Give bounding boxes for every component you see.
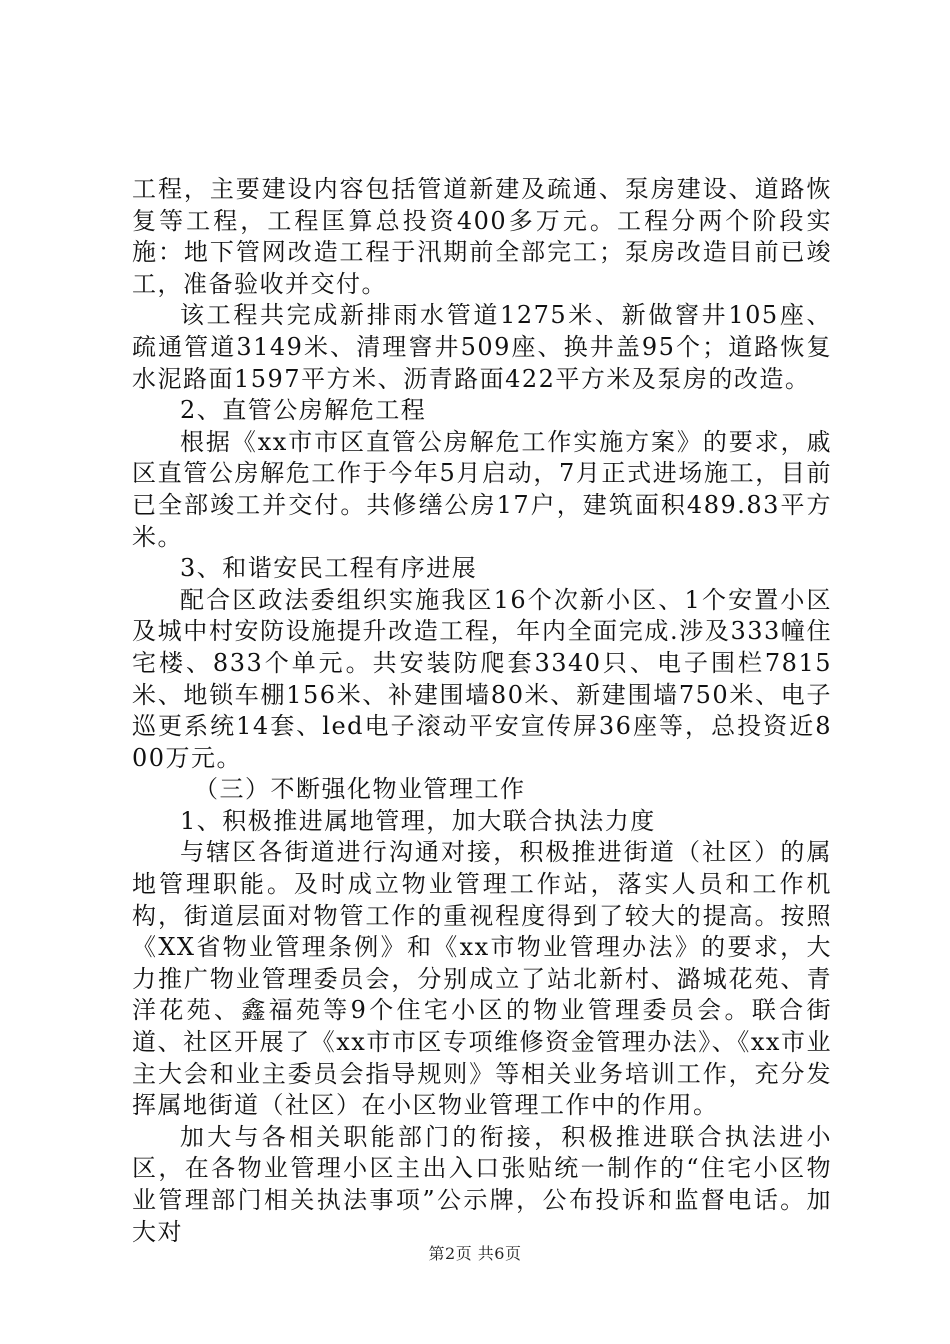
- section-heading-3: 3、和谐安民工程有序进展: [180, 554, 478, 583]
- paragraph-6: 加大与各相关职能部门的衔接，积极推进联合执法进小区，在各物业管理小区主出入口张贴统一制作的“住宅小区物业管理部门相关执法事项”公示牌，公布投诉和监督电话。加大对: [132, 1122, 832, 1246]
- paragraph-5: 与辖区各街道进行沟通对接，积极推进街道（社区）的属地管理职能。及时成立物业管理工作站，落实人员和工作机构，街道层面对物管工作的重视程度得到了较大的提高。按照《XX省物业管理条例》和《xx市物业管理办法》的要求，大力推广物业管理委员会，分别成立了站北新村、潞城花苑、青洋花苑、鑫福苑等9个住宅小区的物业管理委员会。联合街道、社区开展了《xx市市区专项维修资金管理办法》、《xx市业主大会和业主委员会指导规则》等相关业务培训工作，充分发挥属地街道（社区）在小区物业管理工作中的作用。: [132, 838, 832, 1120]
- paragraph-4: 配合区政法委组织实施我区16个次新小区、1个安置小区及城中村安防设施提升改造工程，年内全面完成.涉及333幢住宅楼、833个单元。共安装防爬套3340只、电子围栏7815米、地锁车棚156米、补建围墙80米、新建围墙750米、电子巡更系统14套、led电子滚动平安宣传屏36座等，总投资近800万元。: [132, 585, 832, 772]
- paragraph-3: 根据《xx市市区直管公房解危工作实施方案》的要求，戚区直管公房解危工作于今年5月启动，7月正式进场施工，目前已全部竣工并交付。共修缮公房17户，建筑面积489.83平方米。: [132, 427, 832, 551]
- section-heading-1: 1、积极推进属地管理，加大联合执法力度: [180, 806, 656, 835]
- section-heading-2: 2、直管公房解危工程: [180, 396, 427, 425]
- paragraph-1: 工程，主要建设内容包括管道新建及疏通、泵房建设、道路恢复等工程，工程匡算总投资400多万元。工程分两个阶段实施：地下管网改造工程于汛期前全部完工；泵房改造目前已竣工，准备验收并交付。: [132, 175, 832, 298]
- document-body: [132, 174, 832, 1248]
- chapter-heading-3: （三）不断强化物业管理工作: [194, 775, 526, 804]
- page-number-label: 第2页 共6页: [428, 1244, 522, 1263]
- paragraph-2: 该工程共完成新排雨水管道1275米、新做窨井105座、疏通管道3149米、清理窨井509座、换井盖95个；道路恢复水泥路面1597平方米、沥青路面422平方米及泵房的改造。: [132, 301, 832, 393]
- page-footer: [0, 1241, 950, 1264]
